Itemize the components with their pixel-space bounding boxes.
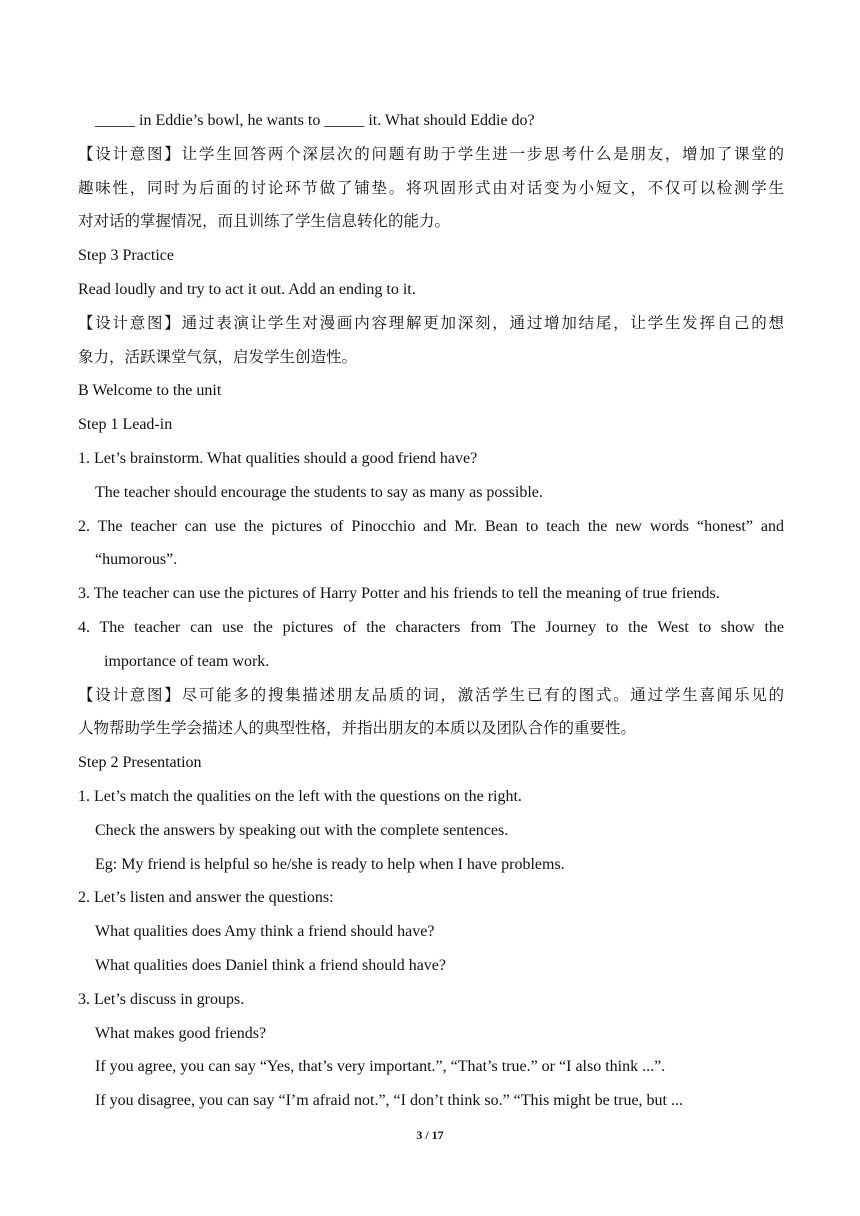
presentation-item-2: 2. Let’s listen and answer the questions: [78, 889, 334, 907]
step3-heading: Step 3 Practice [78, 247, 174, 265]
design-intent-2b: 象力，活跃课堂气氛，启发学生创造性。 [78, 347, 358, 366]
presentation-item-1-check: Check the answers by speaking out with the complete sentences. [95, 821, 509, 839]
leadin-item-1: 1. Let’s brainstorm. What qualities should a good friend have? [78, 449, 478, 467]
presentation-item-3-disagree: If you disagree, you can say “I’m afraid not.”, “I don’t think so.” “This might be true, but ... [95, 1092, 683, 1110]
page-number: 3 / 17 [416, 1128, 444, 1142]
step2-heading: Step 2 Presentation [78, 754, 202, 772]
design-intent-3b: 人物帮助学生学会描述人的典型性格，并指出朋友的本质以及团队合作的重要性。 [78, 719, 637, 738]
document-page [78, 104, 784, 1118]
presentation-item-2-q2: What qualities does Daniel think a friend should have? [95, 956, 447, 974]
presentation-item-3-agree: If you agree, you can say “Yes, that’s very important.”, “That’s true.” or “I also think ...”. [95, 1058, 666, 1076]
leadin-item-4b: importance of team work. [104, 652, 270, 670]
presentation-item-3: 3. Let’s discuss in groups. [78, 990, 245, 1008]
design-intent-3a: 【设计意图】尽可能多的搜集描述朋友品质的词，激活学生已有的图式。通过学生喜闻乐见的 [78, 685, 784, 704]
fill-blank-question: _____ in Eddie’s bowl, he wants to _____ it. What should Eddie do? [95, 112, 535, 129]
leadin-item-2a: 2. The teacher can use the pictures of Pinocchio and Mr. Bean to teach the new words “honest” and [78, 517, 784, 535]
design-intent-2a: 【设计意图】通过表演让学生对漫画内容理解更加深刻，通过增加结尾，让学生发挥自己的想 [78, 313, 784, 332]
presentation-item-1-example: Eg: My friend is helpful so he/she is ready to help when I have problems. [95, 855, 565, 873]
leadin-item-3: 3. The teacher can use the pictures of Harry Potter and his friends to tell the meaning of true friends. [78, 585, 720, 603]
presentation-item-2-q1: What qualities does Amy think a friend should have? [95, 923, 435, 941]
leadin-item-1-note: The teacher should encourage the students to say as many as possible. [95, 483, 543, 501]
leadin-item-4a: 4. The teacher can use the pictures of the characters from The Journey to the West to show the [78, 618, 784, 636]
section-b-heading: B Welcome to the unit [78, 382, 222, 400]
step1-heading: Step 1 Lead-in [78, 416, 173, 434]
step3-instruction: Read loudly and try to act it out. Add an ending to it. [78, 280, 416, 298]
presentation-item-1: 1. Let’s match the qualities on the left with the questions on the right. [78, 787, 522, 805]
presentation-item-3-question: What makes good friends? [95, 1024, 267, 1042]
design-intent-1b: 趣味性，同时为后面的讨论环节做了铺垫。将巩固形式由对话变为小短文，不仅可以检测学生 [78, 178, 784, 197]
leadin-item-2b: “humorous”. [95, 551, 178, 569]
design-intent-1a: 【设计意图】让学生回答两个深层次的问题有助于学生进一步思考什么是朋友，增加了课堂的 [78, 144, 784, 163]
design-intent-1c: 对对话的掌握情况，而且训练了学生信息转化的能力。 [78, 212, 451, 231]
